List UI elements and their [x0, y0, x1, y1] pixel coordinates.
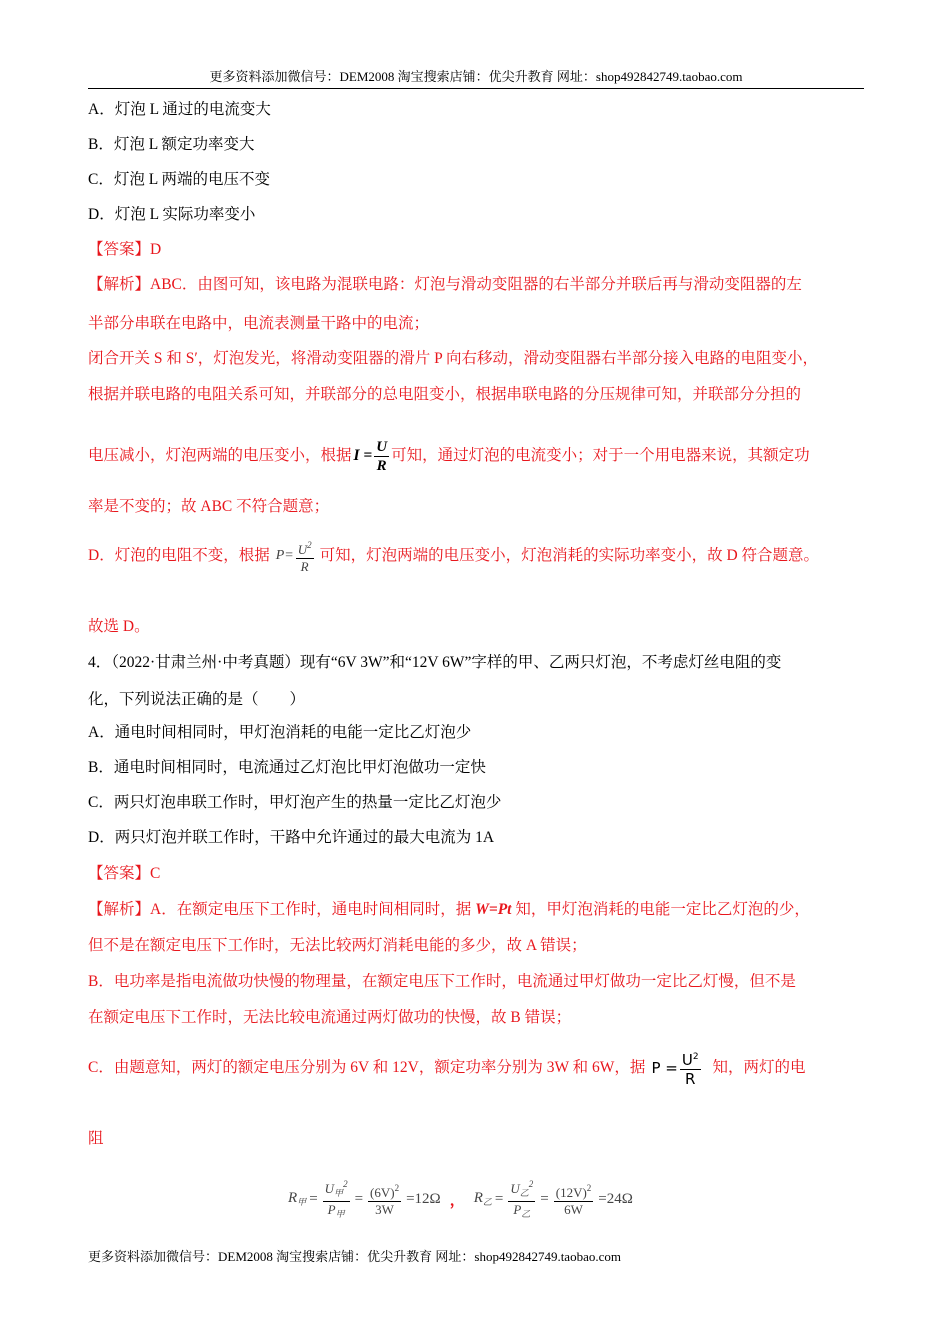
- formula-c-exponent: 2: [692, 1052, 699, 1062]
- q3-analysis-text: D．灯泡的电阻不变，根据: [88, 547, 270, 564]
- resistance-equations: [288, 1172, 633, 1226]
- r2-value-exponent: 2: [586, 1183, 592, 1193]
- page-header: 更多资料添加微信号：DEM2008 淘宝搜索店铺：优尖升教育 网址：shop492842749.taobao.com: [209, 69, 743, 84]
- q3-conclusion: 故选 D。: [88, 618, 150, 635]
- q4-option-a: A．通电时间相同时，甲灯泡消耗的电能一定比乙灯泡少: [88, 724, 472, 741]
- r1-num-exponent: 2: [343, 1179, 348, 1189]
- formula-c-lhs: P =: [651, 1059, 678, 1077]
- page-footer: 更多资料添加微信号：DEM2008 淘宝搜索店铺：优尖升教育 网址：shop492842749.taobao.com: [88, 1249, 621, 1264]
- r1-subscript: 甲: [297, 1197, 307, 1207]
- formula-c-numerator: [680, 1048, 701, 1069]
- r2-value: (12V): [555, 1185, 587, 1200]
- equals-sign: =: [494, 1190, 504, 1207]
- q3-analysis-line: 率是不变的；故 ABC 不符合题意；: [88, 498, 330, 515]
- q3-option-c: C．灯泡 L 两端的电压不变: [88, 171, 270, 188]
- q3-answer: 【答案】D: [88, 241, 162, 258]
- q3-analysis-line: 闭合开关 S 和 S′，灯泡发光，将滑动变阻器的滑片 P 向右移动，滑动变阻器右半部分接入电路的电阻变小，: [88, 350, 819, 367]
- equation-separator: ，: [449, 1192, 465, 1209]
- r2-fraction-symbolic: [508, 1176, 535, 1222]
- formula-p-denominator: R: [296, 558, 314, 575]
- q3-analysis-formula-line: [88, 432, 878, 480]
- r2-fraction-numeric: [554, 1180, 594, 1218]
- formula-p-numerator: [296, 537, 314, 558]
- r1-lhs: [288, 1190, 306, 1208]
- header-divider: [88, 88, 864, 89]
- formula-i-fraction: [374, 438, 389, 475]
- r1-value: (6V): [370, 1185, 395, 1200]
- q4-analysis-text: 【解析】A．在额定电压下工作时，通电时间相同时，据: [88, 901, 476, 918]
- r2-den-symbol: P: [513, 1202, 522, 1217]
- r1-den-symbol: P: [327, 1202, 336, 1217]
- r2-num-symbol: U: [510, 1181, 520, 1196]
- r2-den-subscript: 乙: [521, 1209, 531, 1219]
- equals-sign: =: [540, 1190, 549, 1207]
- formula-c-u: U: [681, 1051, 693, 1069]
- r1-numeric-numerator: [368, 1180, 401, 1201]
- r2-denominator: [508, 1201, 535, 1222]
- r2-lhs: [474, 1190, 492, 1208]
- r2-numerator: [508, 1176, 535, 1201]
- r2-symbol: R: [473, 1190, 483, 1206]
- formula-p-fraction: [296, 537, 314, 575]
- q4-option-c: C．两只灯泡串联工作时，甲灯泡产生的热量一定比乙灯泡少: [88, 794, 502, 811]
- r2-num-subscript: 乙: [519, 1188, 529, 1198]
- r1-value-exponent: 2: [394, 1183, 400, 1193]
- formula-i-numerator: U: [376, 438, 388, 455]
- q4-option-b: B．通电时间相同时，电流通过乙灯泡比甲灯泡做功一定快: [88, 759, 486, 776]
- q4-stem-line: 4．（2022·甘肃兰州·中考真题）现有“6V 3W”和“12V 6W”字样的甲、乙两只灯泡，不考虑灯丝电阻的变: [88, 654, 782, 671]
- q3-option-d: D．灯泡 L 实际功率变小: [88, 206, 256, 223]
- r1-denominator: [323, 1201, 350, 1222]
- q3-analysis-text: 可知，通过灯泡的电流变小；对于一个用电器来说，其额定功: [391, 447, 810, 464]
- equals-sign: =: [354, 1190, 364, 1207]
- r1-den-subscript: 甲: [335, 1209, 345, 1219]
- q4-analysis-line: B．电功率是指电流做功快慢的物理量，在额定电压下工作时，电流通过甲灯做功一定比乙灯慢，但不是: [88, 973, 796, 990]
- q4-analysis-c-line: [88, 1044, 878, 1092]
- q3-analysis-line: 【解析】ABC．由图可知，该电路为混联电路：灯泡与滑动变阻器的右半部分并联后再与滑动变阻器的左: [88, 276, 802, 293]
- r2-numeric-numerator: [554, 1180, 594, 1201]
- q4-analysis-text: 知，两灯的电: [712, 1059, 806, 1076]
- q3-analysis-line: 半部分串联在电路中，电流表测量干路中的电流；: [88, 315, 430, 332]
- q4-analysis-line: 在额定电压下工作时，无法比较电流通过两灯做功的快慢，故 B 错误；: [88, 1009, 572, 1026]
- q3-option-a: A．灯泡 L 通过的电流变大: [88, 101, 271, 118]
- r1-fraction-symbolic: [323, 1176, 350, 1222]
- formula-i-lhs: I =: [353, 447, 373, 464]
- q3-option-b: B．灯泡 L 额定功率变大: [88, 136, 255, 153]
- r1-num-subscript: 甲: [334, 1188, 344, 1198]
- r1-symbol: R: [288, 1190, 298, 1206]
- formula-c-fraction: [680, 1048, 701, 1088]
- q3-analysis-text: 可知，灯泡两端的电压变小，灯泡消耗的实际功率变小，故 D 符合题意。: [319, 547, 820, 564]
- r2-num-exponent: 2: [528, 1179, 534, 1189]
- formula-p-lhs: P=: [275, 548, 294, 563]
- formula-p-exponent: 2: [307, 540, 312, 550]
- r1-numerator: [323, 1176, 350, 1201]
- q3-analysis-text: 电压减小，灯泡两端的电压变小，根据: [88, 447, 352, 464]
- q4-analysis-text: C．由题意知，两灯的额定电压分别为 6V 和 12V，额定功率分别为 3W 和 6W，据: [88, 1059, 646, 1076]
- r2-numeric-denominator: 6W: [554, 1201, 594, 1218]
- equals-sign: =: [309, 1190, 318, 1207]
- r1-fraction-numeric: [368, 1180, 401, 1218]
- q4-option-d: D．两只灯泡并联工作时，干路中允许通过的最大电流为 1A: [88, 829, 495, 846]
- formula-w-pt: W=Pt: [475, 901, 512, 918]
- q4-analysis-line: 但不是在额定电压下工作时，无法比较两灯消耗电能的多少，故 A 错误；: [88, 937, 587, 954]
- q4-analysis-a-line: [88, 899, 878, 921]
- r1-num-symbol: U: [324, 1181, 335, 1196]
- q3-analysis-d-line: [88, 532, 878, 580]
- r2-subscript: 乙: [482, 1197, 492, 1207]
- formula-c-denominator: R: [680, 1069, 701, 1088]
- q4-analysis-text: 知，甲灯泡消耗的电能一定比乙灯泡的少，: [511, 901, 810, 918]
- q4-answer: 【答案】C: [88, 865, 161, 882]
- r1-result: =12Ω: [406, 1190, 441, 1207]
- r2-result: =24Ω: [598, 1190, 633, 1207]
- formula-p-u: U: [297, 542, 308, 557]
- r1-numeric-denominator: 3W: [368, 1201, 401, 1218]
- q3-analysis-line: 根据并联电路的电阻关系可知，并联部分的总电阻变小，根据串联电路的分压规律可知，并联部分分担的: [88, 386, 802, 403]
- q4-analysis-line: 阻: [88, 1130, 104, 1147]
- q4-stem-line: 化，下列说法正确的是（ ）: [88, 691, 306, 708]
- formula-i-denominator: R: [374, 456, 389, 475]
